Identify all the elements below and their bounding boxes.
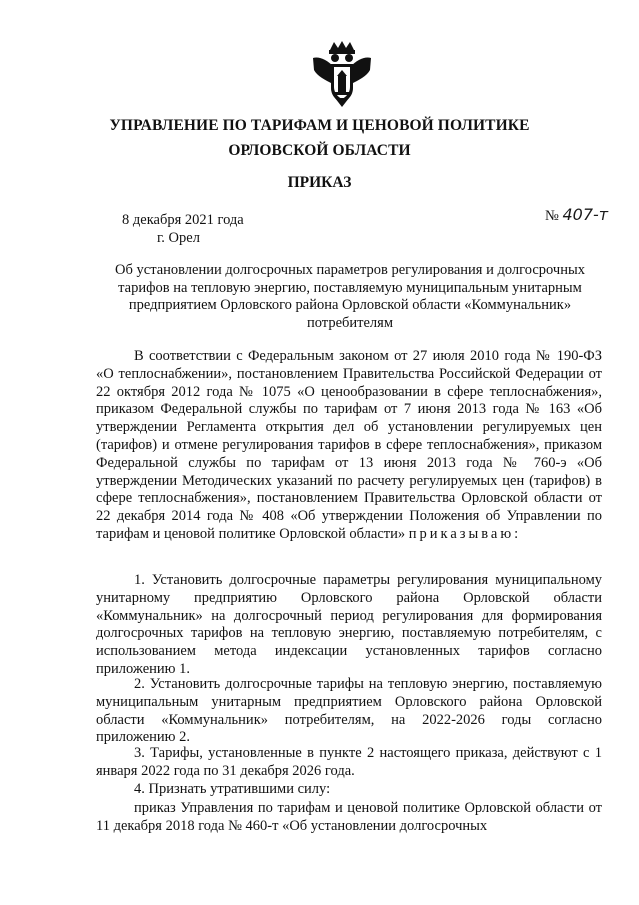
item-1-text: 1. Установить долгосрочные параметры регулирования муниципальному унитарному предприятию Орловского района Орловской области «Коммунальник» на долгосрочный период регулирования для формирования долгосрочных тарифов на тепловую энергию, поставляемую потребителям, с использованием метода индексации установленных тарифов согласно приложению 1. (96, 572, 602, 677)
item-4-subitem-text: приказ Управления по тарифам и ценовой политике Орловской области от 11 декабря 2018 года № 460-т «Об установлении долгосрочных (96, 800, 602, 834)
item-1 (96, 572, 602, 679)
organization-name-line2: ОРЛОВСКОЙ ОБЛАСТИ (228, 142, 411, 159)
item-4 (96, 781, 602, 799)
document-subject: Об установлении долгосрочных параметров регулирования и долгосрочных тарифов на тепловую энергию, поставляемую муниципальным унитарным предприятием Орловского района Орловской области «Коммунальник» потребителям (115, 262, 585, 331)
document-type: ПРИКАЗ (287, 174, 352, 191)
item-2-text: 2. Установить долгосрочные тарифы на тепловую энергию, поставляемую муниципальным унитарным предприятием Орловского района Орловской области «Коммунальник» потребителям, на 2022-2026 годы согласно приложению 2. (96, 676, 602, 746)
item-3-text: 3. Тарифы, установленные в пункте 2 настоящего приказа, действуют с 1 января 2022 года по 31 декабря 2026 года. (96, 745, 602, 779)
handwritten-number: 407-т (562, 205, 609, 224)
number-sign: № (545, 208, 559, 224)
document-city: г. Орел (157, 230, 200, 246)
order-word: приказываю: (408, 525, 522, 542)
item-2 (96, 676, 602, 747)
item-4-text: 4. Признать утратившими силу: (134, 781, 331, 797)
item-3 (96, 745, 602, 781)
legal-basis-text: В соответствии с Федеральным законом от 27 июля 2010 года № 190-ФЗ «О теплоснабжении», постановлением Правительства Российской Федерации от 22 октября 2012 года № 1075 «О ценообразовании в сфере теплоснабжения», приказом Федеральной службы по тарифам от 7 июня 2013 года № 163 «Об утверждении Регламента открытия дел об установлении регулируемых цен (тарифов) и отмене регулирования тарифов в сфере теплоснабжения», приказом Федеральной службы по тарифам от 13 июня 2013 года № 760-э «Об утверждении Методических указаний по расчету регулируемых цен (тарифов) в сфере теплоснабжения», постановлением Правительства Орловской области от 22 декабря 2014 года № 408 «Об утверждении Положения об Управлении по тарифам и ценовой политике Орловской области» (96, 348, 602, 542)
item-4-subitem (96, 800, 602, 836)
organization-name-line1: УПРАВЛЕНИЕ ПО ТАРИФАМ И ЦЕНОВОЙ ПОЛИТИКЕ (109, 117, 530, 134)
legal-basis-paragraph (96, 348, 602, 544)
document-number (545, 205, 608, 225)
document-date: 8 декабря 2021 года (122, 212, 244, 228)
coat-of-arms-icon (311, 40, 373, 108)
